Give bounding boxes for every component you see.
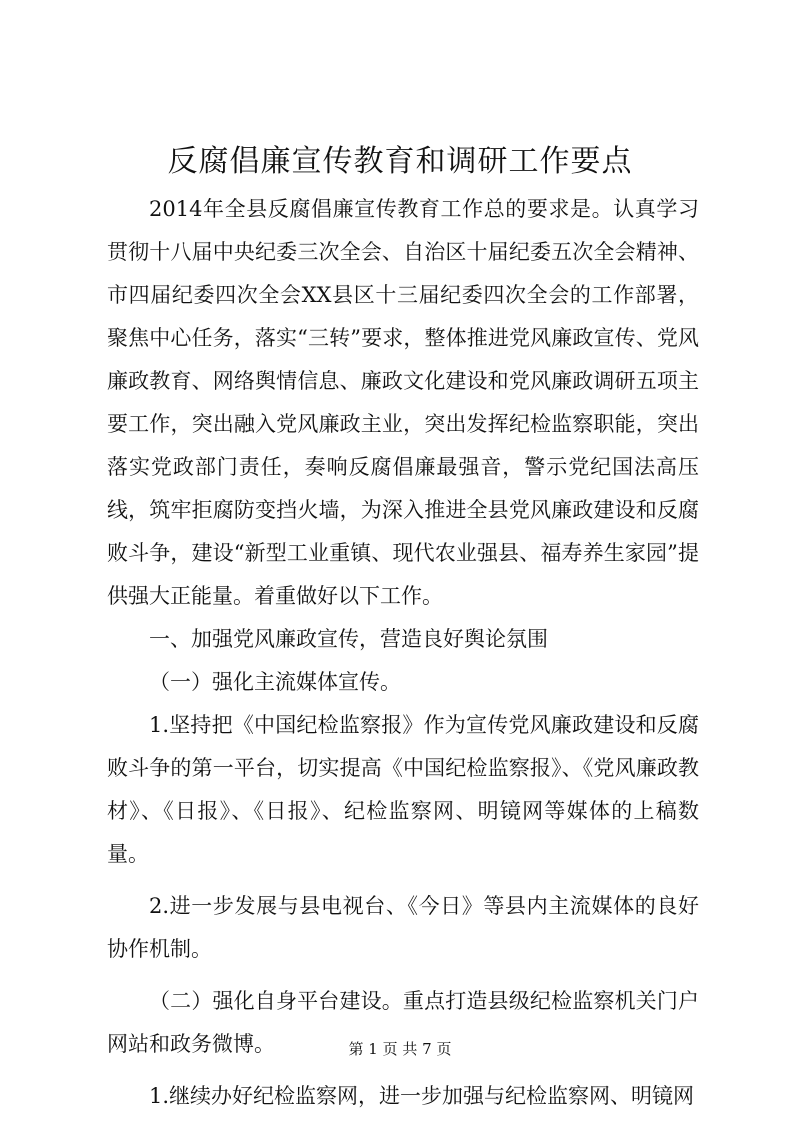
- paragraph-intro: 2014年全县反腐倡廉宣传教育工作总的要求是。认真学习贯彻十八届中央纪委三次全会、自治区十届纪委五次全会精神、市四届纪委四次全会XX县区十三届纪委四次全会的工作部署，聚焦中心任务，落实“三转”要求，整体推进党风廉政宣传、党风廉政教育、网络舆情信息、廉政文化建设和党风廉政调研五项主要工作，突出融入党风廉政主业，突出发挥纪检监察职能，突出落实党政部门责任，奏响反腐倡廉最强音，警示党纪国法高压线，筑牢拒腐防变挡火墙，为深入推进全县党风廉政建设和反腐败斗争，建设“新型工业重镇、现代农业强县、福寿养生家园”提供强大正能量。着重做好以下工作。: [107, 197, 699, 608]
- section-heading-1: 一、加强党风廉政宣传，营造良好舆论氛围: [149, 627, 548, 651]
- paragraph-item-2: 2.进一步发展与县电视台、《今日》等县内主流媒体的良好协作机制。: [107, 894, 699, 961]
- paragraph-item-1: 1.坚持把《中国纪检监察报》作为宣传党风廉政建设和反腐败斗争的第一平台，切实提高《中国纪检监察报》、《党风廉政教材》、《日报》、《日报》、纪检监察网、明镜网等媒体的上稿数量。: [107, 713, 699, 866]
- document-body: [107, 188, 699, 1118]
- paragraph-item-3: 1.继续办好纪检监察网，进一步加强与纪检监察网、明镜网: [149, 1084, 695, 1108]
- document-title: 反腐倡廉宣传教育和调研工作要点: [167, 144, 633, 179]
- page-number-footer: 第 1 页 共 7 页: [348, 1040, 452, 1058]
- subsection-heading-2: （二）强化自身平台建设。重点打造县级纪检监察机关门户网站和政务微博。: [107, 989, 699, 1056]
- subsection-heading-1: （一）强化主流媒体宣传。: [149, 670, 401, 694]
